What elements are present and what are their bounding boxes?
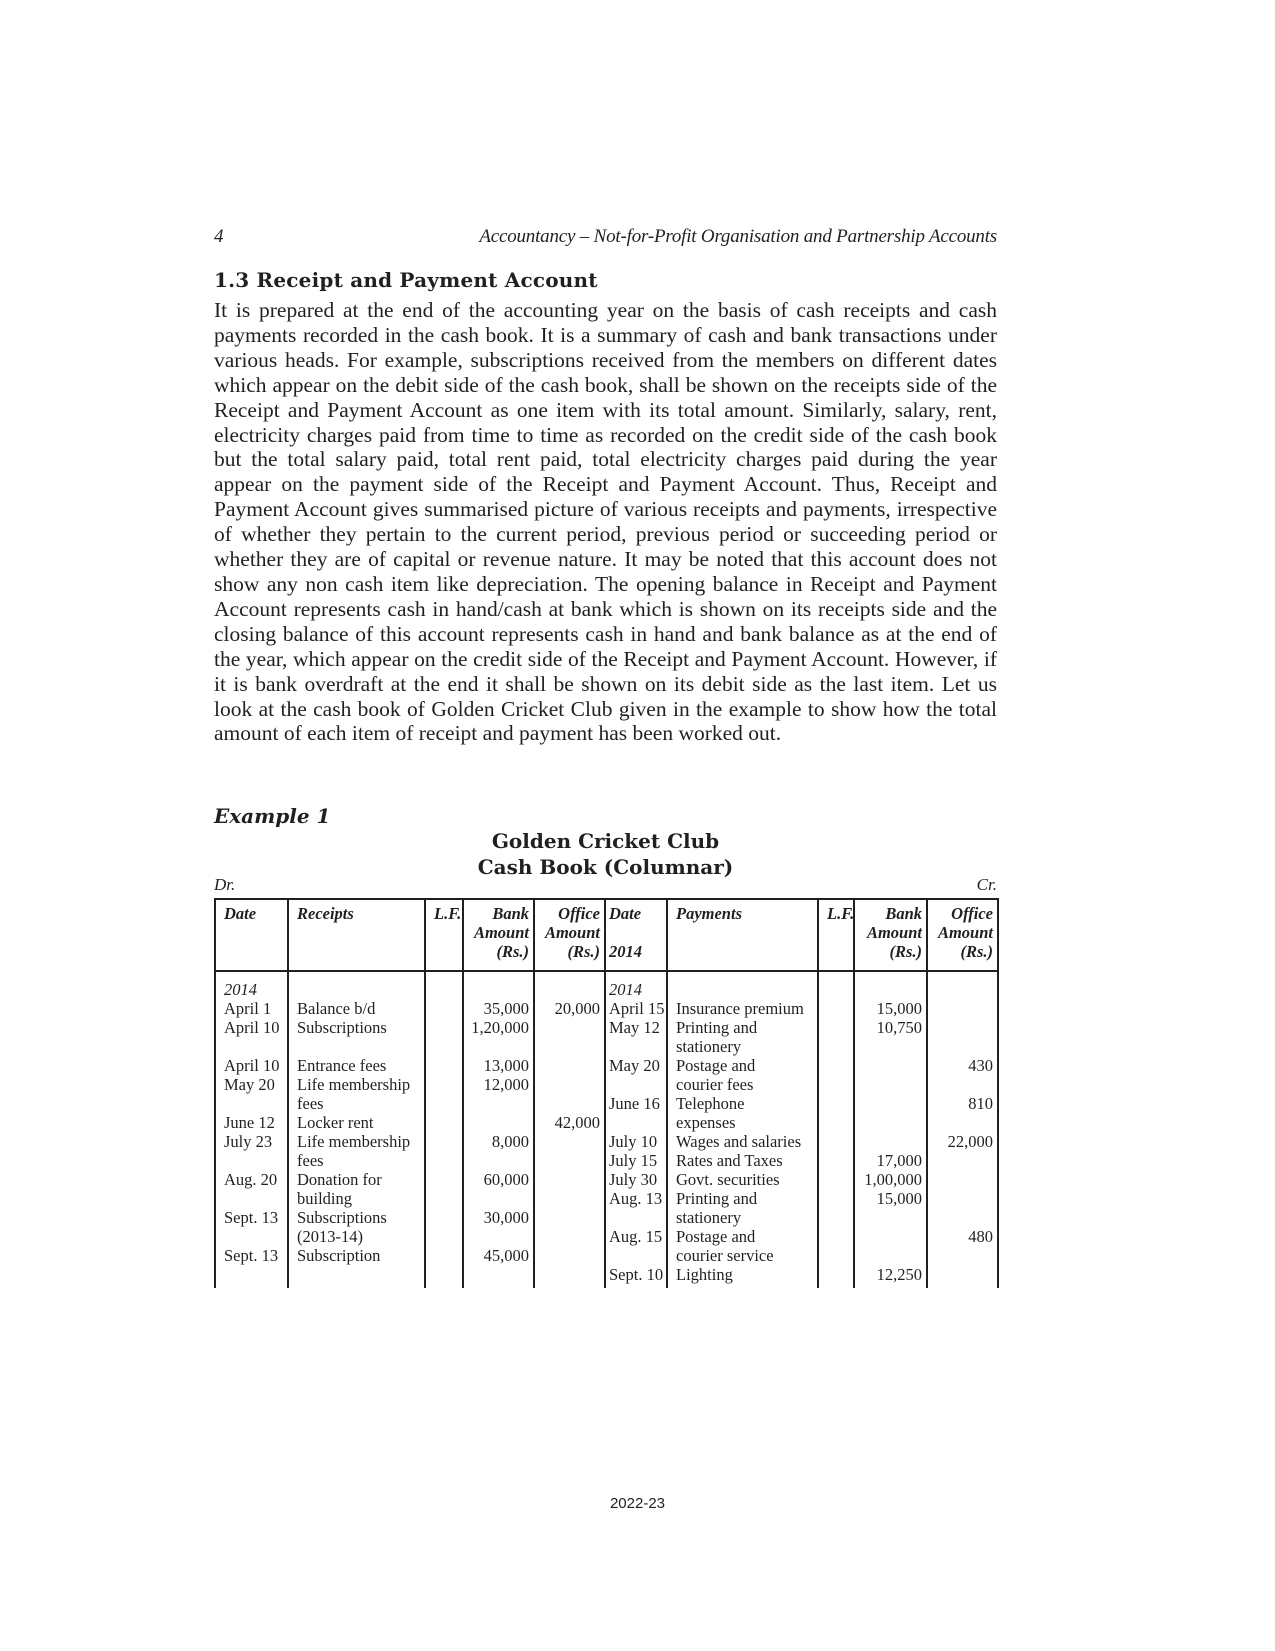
cell-line: May 20 — [609, 1056, 660, 1075]
cell-line — [537, 1037, 600, 1056]
body-paragraph: It is prepared at the end of the accounting year on the basis of cash receipts and cash payments recorded in the cash book. It is a summary of cash and bank transactions under various heads. For example, subscriptions received from the members on different dates which appear on the debit side of the cash book, shall be shown on the receipts side of the Receipt and Payment Account as one item with its total amount. Similarly, salary, rent, electricity charges paid from time to time as recorded on the credit side of the cash book but the total salary paid, total rent paid, total electricity charges paid during the year appear on the payment side of the Receipt and Payment Account. Thus, Receipt and Payment Account gives summarised picture of various receipts and payments, irrespective of whether they pertain to the current period, previous period or succeeding period or whether they are of capital or revenue nature. It may be noted that this account does not show any non cash item like depreciation. The opening balance in Receipt and Payment Account represents cash in hand/cash at bank which is shown on its receipts side and the closing balance of this account represents cash in hand and bank balance as at the end of the year, which appear on the credit side of the Receipt and Payment Account. However, if it is bank overdraft at the end it shall be shown on its debit side as the last item. Let us look at the cash book of Golden Cricket Club given in the example to show how the total amount of each item of receipt and payment has been worked out. — [214, 298, 997, 746]
cell-line — [466, 1113, 529, 1132]
cell-line: 2014 — [224, 980, 257, 999]
cell-line: April 15 — [609, 999, 665, 1018]
col-header-office-amount: Office Amount (Rs.) — [534, 899, 605, 971]
cell-line: July 10 — [609, 1132, 658, 1151]
cell-line: July 15 — [609, 1151, 658, 1170]
cell-line — [930, 1113, 993, 1132]
cell-line: 1,20,000 — [471, 1018, 529, 1037]
cell-line — [609, 1246, 662, 1265]
cell-line: 8,000 — [491, 1132, 529, 1151]
cell-line — [930, 980, 993, 999]
cell-line — [930, 1246, 993, 1265]
running-header — [214, 226, 997, 248]
cell-line — [857, 980, 922, 999]
cell-line: 1,00,000 — [864, 1170, 922, 1189]
cell-line: Aug. 13 — [609, 1189, 663, 1208]
col-header-receipts: Receipts — [288, 899, 425, 971]
cell-line: 12,000 — [483, 1075, 529, 1094]
cell-line: Printing and — [676, 1189, 758, 1208]
cell-line: 10,750 — [876, 1018, 922, 1037]
cell-line: 17,000 — [876, 1151, 922, 1170]
cell-line: Aug. 15 — [609, 1227, 663, 1246]
cell-line: July 23 — [224, 1132, 273, 1151]
cell-line — [857, 1227, 922, 1246]
cell-line: 2014 — [609, 980, 642, 999]
cell-line: Subscription — [297, 1246, 381, 1265]
cell-line — [857, 1113, 922, 1132]
cell-line: Telephone — [676, 1094, 745, 1113]
cell-line — [466, 1189, 529, 1208]
cell-line: Printing and — [676, 1018, 758, 1037]
cell-line: Lighting — [676, 1265, 733, 1284]
cell-line — [466, 980, 529, 999]
cell-line: 20,000 — [554, 999, 600, 1018]
cell-line — [857, 1094, 922, 1113]
cell-line: 30,000 — [483, 1208, 529, 1227]
cell-line — [224, 1037, 283, 1056]
cell-line: June 12 — [224, 1113, 275, 1132]
cell-line — [537, 1075, 600, 1094]
cell-line — [224, 1151, 283, 1170]
cell-line — [676, 980, 813, 999]
cell-line: Wages and salaries — [676, 1132, 802, 1151]
cell-line: Subscriptions — [297, 1018, 387, 1037]
cell-line: 42,000 — [554, 1113, 600, 1132]
cell-line — [537, 1189, 600, 1208]
cell-line — [857, 1132, 922, 1151]
cell-line — [857, 1056, 922, 1075]
cell-line — [857, 1037, 922, 1056]
cell-line: expenses — [676, 1113, 736, 1132]
cell-line: fees — [297, 1151, 324, 1170]
credit-label: Cr. — [976, 875, 997, 894]
section-heading: 1.3 Receipt and Payment Account — [214, 268, 598, 292]
cell-line — [297, 980, 420, 999]
cell-line — [537, 1151, 600, 1170]
cell-line — [537, 1132, 600, 1151]
cell-line: Insurance premium — [676, 999, 804, 1018]
cell-line: 15,000 — [876, 999, 922, 1018]
payments-particulars-column — [667, 971, 818, 1288]
cell-line — [466, 1227, 529, 1246]
cell-line: courier fees — [676, 1075, 754, 1094]
cell-line — [930, 1151, 993, 1170]
cell-line — [930, 1037, 993, 1056]
receipts-lf-column — [425, 971, 463, 1288]
cell-line: 13,000 — [483, 1056, 529, 1075]
cell-line — [224, 1094, 283, 1113]
cell-line: 480 — [968, 1227, 993, 1246]
cell-line: Sept. 10 — [609, 1265, 664, 1284]
cell-line: April 10 — [224, 1056, 280, 1075]
cell-line — [466, 1037, 529, 1056]
cell-line — [857, 1246, 922, 1265]
cell-line: Govt. securities — [676, 1170, 780, 1189]
cell-line: courier service — [676, 1246, 774, 1265]
cell-line — [609, 1075, 662, 1094]
cell-line — [930, 1170, 993, 1189]
cell-line: 430 — [968, 1056, 993, 1075]
cell-line — [466, 1151, 529, 1170]
cell-line: building — [297, 1189, 353, 1208]
cell-line — [537, 980, 600, 999]
cell-line: Entrance fees — [297, 1056, 387, 1075]
cell-line — [537, 1056, 600, 1075]
cell-line — [224, 1189, 283, 1208]
cell-line: 45,000 — [483, 1246, 529, 1265]
cell-line: 60,000 — [483, 1170, 529, 1189]
cell-line: Life membership — [297, 1132, 411, 1151]
debit-label: Dr. — [214, 875, 236, 894]
running-title: Accountancy – Not-for-Profit Organisation and Partnership Accounts — [479, 226, 997, 247]
cell-line: 15,000 — [876, 1189, 922, 1208]
cell-line — [609, 1037, 662, 1056]
col-header-bank-amount-cr: Bank Amount (Rs.) — [854, 899, 927, 971]
cell-line: Rates and Taxes — [676, 1151, 783, 1170]
cell-line — [537, 1094, 600, 1113]
cell-line — [297, 1037, 420, 1056]
payments-date-column — [605, 971, 667, 1288]
col-header-lf: L.F. — [425, 899, 463, 971]
table-title-club: Golden Cricket Club — [491, 829, 720, 853]
col-header-bank-amount: Bank Amount (Rs.) — [463, 899, 534, 971]
table-header-row — [215, 899, 998, 971]
payments-lf-column — [818, 971, 854, 1288]
cell-line — [537, 1018, 600, 1037]
cell-line: Sept. 13 — [224, 1208, 279, 1227]
cell-line — [930, 1075, 993, 1094]
cell-line — [537, 1246, 600, 1265]
receipts-date-column — [215, 971, 288, 1288]
footer-year: 2022-23 — [609, 1495, 666, 1512]
cell-line: Locker rent — [297, 1113, 374, 1132]
receipts-bank-column — [463, 971, 534, 1288]
cell-line: 22,000 — [947, 1132, 993, 1151]
cell-line: May 20 — [224, 1075, 275, 1094]
cell-line — [609, 1113, 662, 1132]
cell-line — [930, 999, 993, 1018]
cell-line: Postage and — [676, 1056, 756, 1075]
cell-line: Aug. 20 — [224, 1170, 278, 1189]
cell-line — [224, 1227, 283, 1246]
cell-line: July 30 — [609, 1170, 658, 1189]
cell-line: Sept. 13 — [224, 1246, 279, 1265]
cell-line: 12,250 — [876, 1265, 922, 1284]
example-label: Example 1 — [214, 804, 331, 828]
table-title-cashbook: Cash Book (Columnar) — [477, 855, 734, 879]
col-header-date-cr: Date 2014 — [605, 899, 667, 971]
cell-line — [537, 1227, 600, 1246]
cell-line: Donation for — [297, 1170, 382, 1189]
payments-bank-column — [854, 971, 927, 1288]
receipts-particulars-column — [288, 971, 425, 1288]
payments-office-column — [927, 971, 998, 1288]
cell-line: 35,000 — [483, 999, 529, 1018]
cell-line: fees — [297, 1094, 324, 1113]
table-body-row — [215, 971, 998, 1288]
cell-line: Balance b/d — [297, 999, 376, 1018]
cell-line: May 12 — [609, 1018, 660, 1037]
cell-line: April 10 — [224, 1018, 280, 1037]
receipts-office-column — [534, 971, 605, 1288]
cell-line: Life membership — [297, 1075, 411, 1094]
cell-line — [930, 1208, 993, 1227]
col-header-lf-cr: L.F. — [818, 899, 854, 971]
cell-line — [930, 1018, 993, 1037]
col-header-date: Date — [215, 899, 288, 971]
page-number: 4 — [214, 226, 224, 247]
cell-line: April 1 — [224, 999, 272, 1018]
cell-line: June 16 — [609, 1094, 660, 1113]
cell-line — [537, 1170, 600, 1189]
cell-line — [537, 1208, 600, 1227]
cell-line: stationery — [676, 1037, 742, 1056]
col-header-office-amount-cr: Office Amount (Rs.) — [927, 899, 998, 971]
cell-line — [930, 1265, 993, 1284]
cell-line: (2013-14) — [297, 1227, 363, 1246]
cell-line: Subscriptions — [297, 1208, 387, 1227]
cell-line — [930, 1189, 993, 1208]
cell-line — [857, 1208, 922, 1227]
cash-book-table — [214, 898, 997, 1290]
cell-line: 810 — [968, 1094, 993, 1113]
cell-line: stationery — [676, 1208, 742, 1227]
cell-line — [466, 1094, 529, 1113]
col-header-payments: Payments — [667, 899, 818, 971]
cell-line: Postage and — [676, 1227, 756, 1246]
cell-line — [609, 1208, 662, 1227]
cell-line — [857, 1075, 922, 1094]
